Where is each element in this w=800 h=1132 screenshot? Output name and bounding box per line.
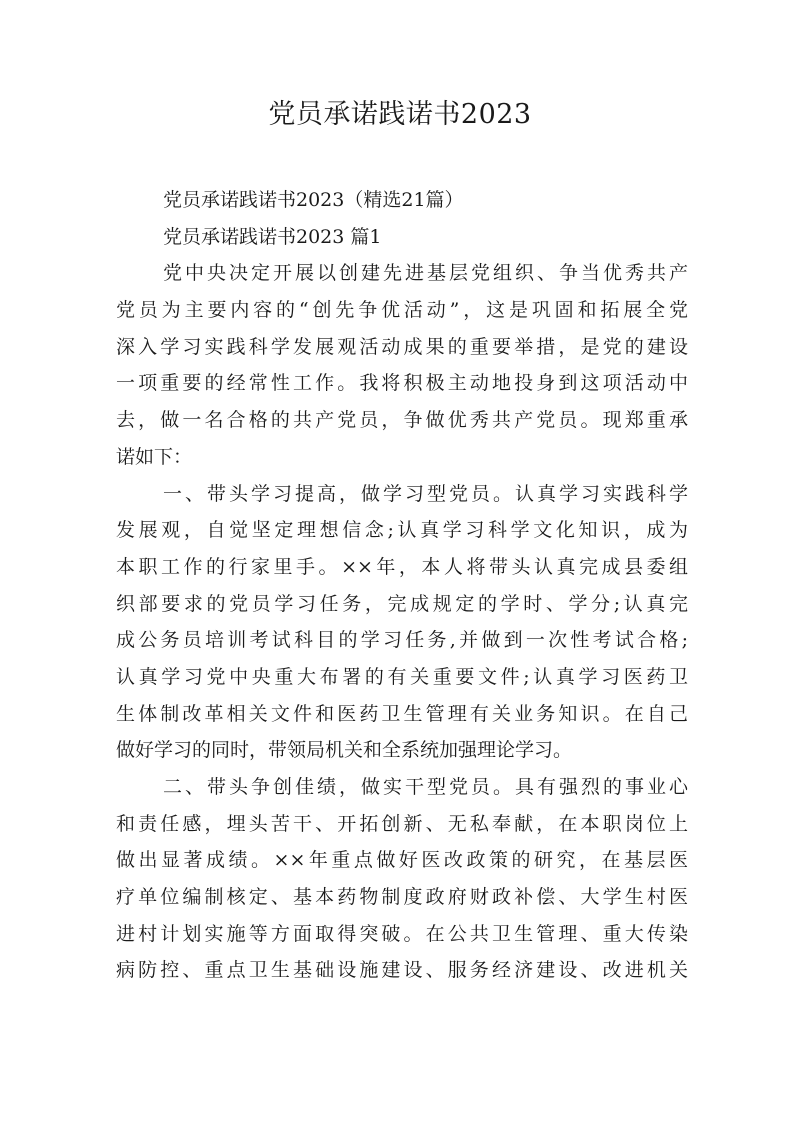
text-line: 党员为主要内容的“创先争优活动”，这是巩固和拓展全党: [116, 299, 688, 322]
text-line: 诺如下：: [116, 445, 193, 468]
document-body: [116, 182, 688, 989]
text-line: 进村计划实施等方面取得突破。在公共卫生管理、重大传染: [116, 922, 688, 945]
text-line: 本职工作的行家里手。××年，本人将带头认真完成县委组: [116, 555, 688, 578]
text-line: 成公务员培训考试科目的学习任务,并做到一次性考试合格;: [116, 629, 688, 652]
text-line: 病防控、重点卫生基础设施建设、服务经济建设、改进机关: [116, 959, 688, 982]
text-line: 深入学习实践科学发展观活动成果的重要举措，是党的建设: [116, 335, 688, 358]
text-line: 认真学习党中央重大布署的有关重要文件;认真学习医药卫: [116, 665, 688, 688]
document-title: 党员承诺践诺书2023: [268, 99, 532, 130]
text-line: 做好学习的同时，带领局机关和全系统加强理论学习。: [116, 739, 573, 762]
text-line: 二、带头争创佳绩，做实干型党员。具有强烈的事业心: [163, 776, 688, 798]
text-line: 一项重要的经常性工作。我将积极主动地投身到这项活动中: [116, 372, 688, 395]
text-line: 疗单位编制核定、基本药物制度政府财政补偿、大学生村医: [116, 886, 688, 909]
text-line: 做出显著成绩。××年重点做好医改政策的研究，在基层医: [116, 849, 688, 872]
text-line: 党员承诺践诺书2023（精选21篇）: [163, 189, 464, 211]
text-line: 和责任感，埋头苦干、开拓创新、无私奉献，在本职岗位上: [116, 812, 688, 835]
text-line: 织部要求的党员学习任务，完成规定的学时、学分;认真完: [116, 592, 688, 615]
text-line: 去，做一名合格的共产党员，争做优秀共产党员。现郑重承: [116, 409, 688, 432]
text-line: 党员承诺践诺书2023 篇1: [163, 225, 382, 248]
text-line: 党中央决定开展以创建先进基层党组织、争当优秀共产: [163, 262, 688, 285]
text-line: 发展观，自觉坚定理想信念;认真学习科学文化知识，成为: [116, 519, 688, 542]
text-line: 生体制改革相关文件和医药卫生管理有关业务知识。在自己: [116, 702, 688, 725]
text-line: 一、带头学习提高，做学习型党员。认真学习实践科学: [163, 482, 688, 505]
